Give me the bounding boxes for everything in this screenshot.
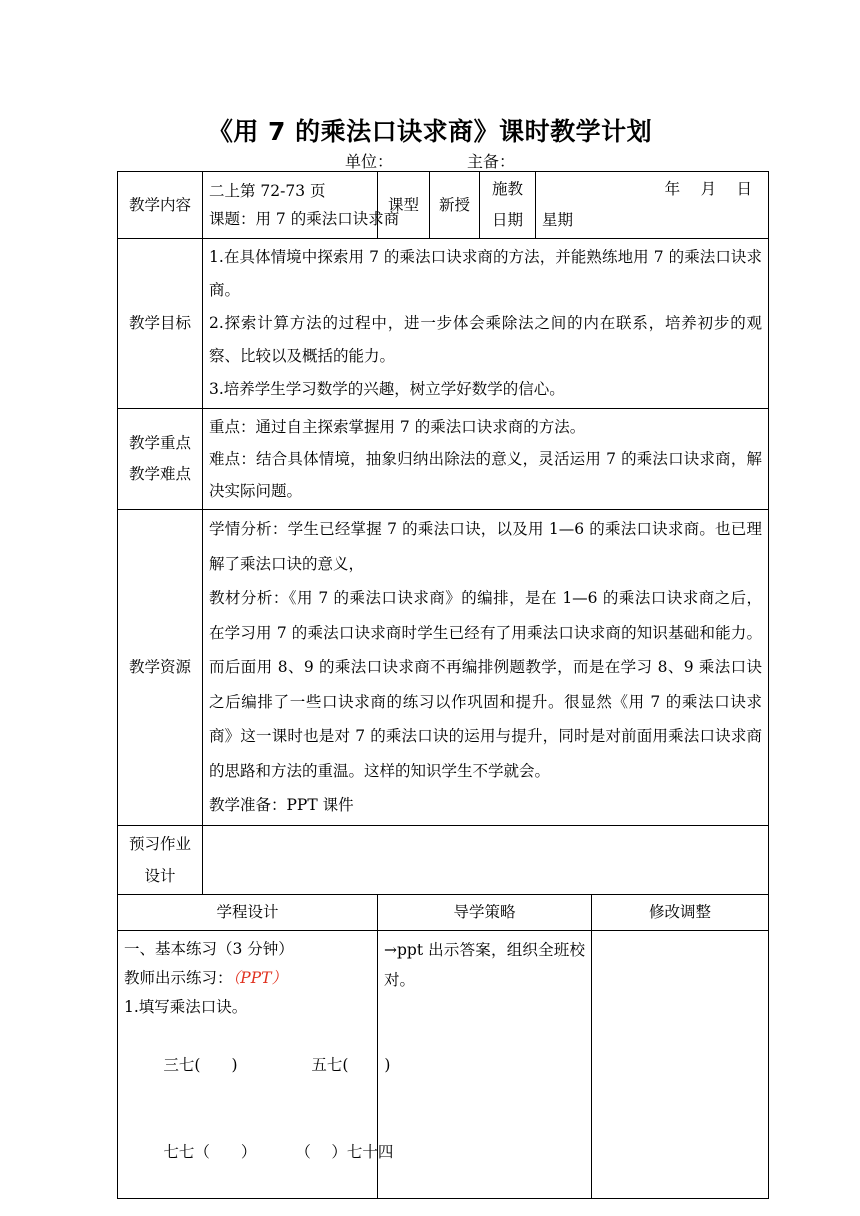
goal-item: 3.培养学生学习数学的兴趣，树立学好数学的信心。 xyxy=(209,380,565,398)
blank-item: 七七（ ） xyxy=(163,1142,257,1161)
preview-label-1: 预习作业 xyxy=(128,834,191,853)
preview-content xyxy=(203,825,769,894)
process-line xyxy=(124,1022,391,1109)
lesson-plan-table xyxy=(117,171,769,1199)
date-label-cell xyxy=(480,172,536,239)
goals-label: 教学目标 xyxy=(118,239,203,409)
content-pages: 二上第 72-73 页 xyxy=(209,182,326,200)
header-process: 学程设计 xyxy=(118,894,378,930)
date-value-2: 星期 xyxy=(542,211,574,229)
analysis-material: 教材分析：《用 7 的乘法口诀求商》的编排，是在 1—6 的乘法口诀求商之后，在学习用 7 的乘法口诀求商时学生已经有了用乘法口诀求商的知识基础和能力。而后面用 8、9 的乘法口诀求商不再编排例题教学，而是在学习 8、9 乘法口诀之后编排了一些口诀求商的练习以作巩固和提升。很显然《用 7 的乘法口诀求商》这一课时也是对 7 的乘法口诀的运用与提升，同时是对前面用乘法口诀求商的思路和方法的重温。这样的知识学生不学就会。 xyxy=(209,589,763,780)
strategy-cell: →ppt 出示答案，组织全班校对。 xyxy=(378,930,592,1198)
content-topic: 课题：用 7 的乘法口诀求商 xyxy=(209,210,400,228)
document-title: 《用 7 的乘法口诀求商》课时教学计划 xyxy=(207,117,653,146)
process-section: 一、基本练习（3 分钟） xyxy=(124,939,294,958)
focus-label-cell xyxy=(118,409,203,510)
row-resources xyxy=(118,510,769,826)
date-value-1: 年 月 日 xyxy=(664,180,753,198)
process-row xyxy=(118,930,769,1198)
teacher-ppt: （PPT） xyxy=(232,968,287,987)
process-line xyxy=(124,1109,394,1196)
analysis-students: 学情分析：学生已经掌握 7 的乘法口诀，以及用 1—6 的乘法口诀求商。也已理解了乘法口诀的意义， xyxy=(209,520,763,573)
date-value-cell xyxy=(536,172,769,239)
date-label-1: 施教 xyxy=(491,180,523,198)
preview-label-cell xyxy=(118,825,203,894)
subtitle xyxy=(345,149,515,172)
row-preview xyxy=(118,825,769,894)
teacher-prefix: 教师出示练习： xyxy=(124,968,233,987)
row-content xyxy=(118,172,769,239)
header-strategy: 导学策略 xyxy=(378,894,592,930)
row-goals xyxy=(118,239,769,409)
process-task: 1.填写乘法口诀。 xyxy=(124,997,248,1016)
type-label: 课型 xyxy=(378,172,430,239)
resources-cell xyxy=(203,510,769,826)
focus-label-1: 教学重点 xyxy=(128,434,191,452)
preparation: 教学准备：PPT 课件 xyxy=(209,796,354,814)
process-header-row xyxy=(118,894,769,930)
unit-label: 单位： xyxy=(345,152,394,171)
blank-item: 三七( ) xyxy=(163,1055,238,1074)
type-value: 新授 xyxy=(430,172,480,239)
content-label: 教学内容 xyxy=(118,172,203,239)
adjust-cell xyxy=(592,930,769,1198)
resources-label: 教学资源 xyxy=(118,510,203,826)
preview-label-2: 设计 xyxy=(144,866,176,885)
focus-cell xyxy=(203,409,769,510)
focus-label-2: 教学难点 xyxy=(128,465,191,483)
header-adjust: 修改调整 xyxy=(592,894,769,930)
goals-cell xyxy=(203,239,769,409)
chief-label: 主备： xyxy=(467,152,516,171)
blank-item: 五七( ) xyxy=(311,1055,391,1074)
focus-difficult: 难点：结合具体情境，抽象归纳出除法的意义，灵活运用 7 的乘法口诀求商，解决实际问题。 xyxy=(209,450,763,500)
process-cell xyxy=(118,930,394,1198)
focus-key: 重点：通过自主探索掌握用 7 的乘法口诀求商的方法。 xyxy=(209,418,586,436)
content-cell xyxy=(203,172,400,239)
goal-item: 1.在具体情境中探索用 7 的乘法口诀求商的方法，并能熟练地用 7 的乘法口诀求商。 xyxy=(209,248,763,299)
process-teacher xyxy=(124,964,371,993)
goal-item: 2.探索计算方法的过程中，进一步体会乘除法之间的内在联系，培养初步的观察、比较以及概括的能力。 xyxy=(209,314,763,365)
date-label-2: 日期 xyxy=(491,211,523,229)
row-focus xyxy=(118,409,769,510)
blank-item: （ ）七十四 xyxy=(295,1142,394,1161)
